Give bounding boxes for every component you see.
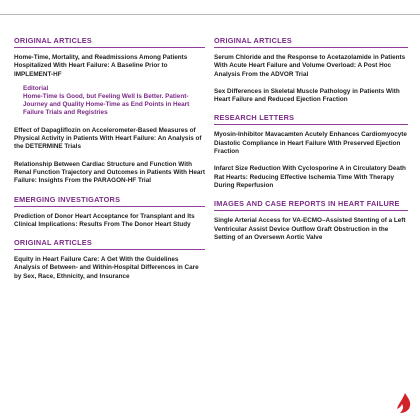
article-title[interactable]: Prediction of Donor Heart Acceptance for Transplant and Its Clinical Implications: Results From The Donor Heart Study: [14, 212, 195, 228]
section-original-articles-1: [14, 36, 205, 186]
article-title[interactable]: Sex Differences in Skeletal Muscle Pathology in Patients With Heart Failure and Reduced Ejection Fraction: [214, 87, 400, 104]
article-title[interactable]: Relationship Between Cardiac Structure and Function With Renal Function Trajectory and Outcomes in Patients With Heart Failure: Insights From the PARAGON-HF Trial: [14, 160, 205, 185]
flame-icon: [396, 392, 412, 414]
top-border: [0, 0, 420, 15]
article-title[interactable]: Effect of Dapagliflozin on Accelerometer-Based Measures of Physical Activity in Patients With Heart Failure: An Analysis of the DETERMINE Trials: [14, 126, 202, 151]
article-title[interactable]: Infarct Size Reduction With Cyclosporine A in Circulatory Death Rat Hearts: Reducing Effective Ischemia Time With Therapy During Reperfusion: [214, 165, 406, 189]
section-heading: EMERGING INVESTIGATORS: [14, 195, 205, 207]
section-images-case-reports: [214, 199, 408, 242]
article-title[interactable]: Single Arterial Access for VA-ECMO–Assisted Stenting of a Left Ventricular Assist Device Outflow Graft Obstruction in the Setting of an Oversewn Aortic Valve: [214, 217, 406, 241]
section-heading: ORIGINAL ARTICLES: [14, 36, 205, 48]
right-column: [214, 36, 408, 251]
section-research-letters: [214, 113, 408, 190]
section-emerging-investigators: [14, 195, 205, 230]
left-column: [14, 36, 205, 290]
article-title[interactable]: Home-Time, Mortality, and Readmissions Among Patients Hospitalized With Heart Failure: A Baseline Prior to IMPLEMENT-HF: [14, 54, 188, 78]
editorial-title[interactable]: Home-Time Is Good, but Feeling Well Is Better. Patient-Journey and Quality Home-Time as End Points in Heart Failure Trials and Registries: [23, 92, 190, 117]
article-title[interactable]: Equity in Heart Failure Care: A Get With the Guidelines Analysis of Between- and Within-Hospital Differences in Care by Sex, Race, Ethnicity, and Insurance: [14, 256, 199, 280]
section-heading: IMAGES AND CASE REPORTS IN HEART FAILURE: [214, 199, 408, 211]
section-original-articles-2: [14, 238, 205, 281]
article-title[interactable]: Serum Chloride and the Response to Acetazolamide in Patients With Acute Heart Failure and Volume Overload: A Post Hoc Analysis From the ADVOR Trial: [214, 54, 406, 78]
editorial-label: Editorial: [23, 84, 49, 92]
section-heading: ORIGINAL ARTICLES: [214, 36, 408, 48]
article-title[interactable]: Myosin-Inhibitor Mavacamten Acutely Enhances Cardiomyocyte Diastolic Compliance in Heart Failure With Preserved Ejection Fraction: [214, 131, 407, 156]
section-original-articles-3: [214, 36, 408, 104]
editorial-block: [23, 85, 205, 118]
section-heading: ORIGINAL ARTICLES: [14, 238, 205, 250]
section-heading: RESEARCH LETTERS: [214, 113, 408, 125]
